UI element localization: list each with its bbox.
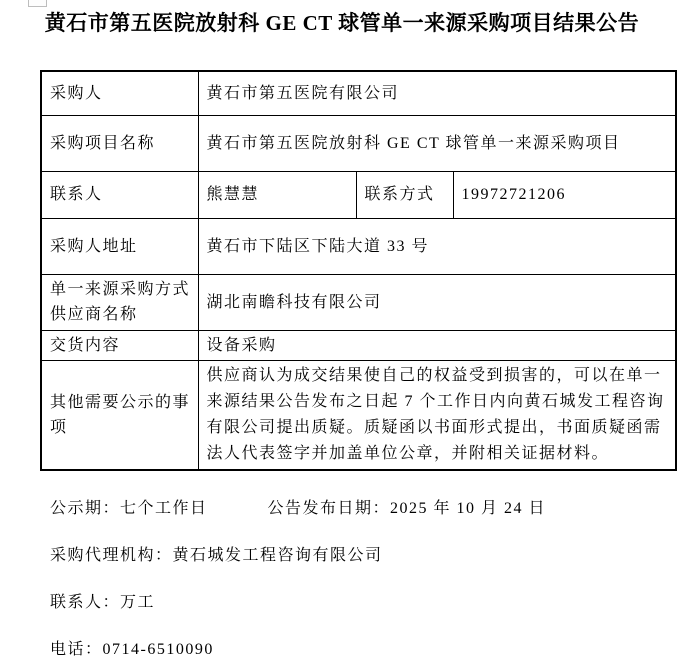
agency-label: 采购代理机构：	[50, 546, 173, 564]
row-label-contact-method: 联系方式	[356, 171, 453, 218]
agency-line	[50, 546, 684, 566]
table-row-purchaser	[41, 71, 676, 115]
announce-date-value: 2025 年 10 月 24 日	[390, 499, 547, 517]
row-value-contact-name: 熊慧慧	[198, 171, 356, 218]
announce-date-label: 公告发布日期：	[267, 499, 391, 517]
footer-section	[50, 499, 684, 660]
phone-line	[50, 640, 684, 660]
table-row-supplier	[41, 274, 676, 330]
publicity-period-value: 七个工作日	[120, 499, 208, 517]
row-label: 联系人	[41, 171, 198, 218]
table-row-delivery	[41, 330, 676, 360]
table-row-project-name	[41, 115, 676, 171]
contact-label: 联系人：	[50, 593, 121, 611]
contact-value: 万工	[120, 593, 156, 611]
row-label: 采购人地址	[41, 218, 198, 274]
row-value: 黄石市第五医院有限公司	[198, 71, 676, 115]
publicity-period-label: 公示期：	[50, 499, 121, 517]
phone-value: 0714-6510090	[102, 640, 214, 658]
row-value-phone: 19972721206	[453, 171, 676, 218]
row-value: 湖北南瞻科技有限公司	[198, 274, 676, 330]
row-label: 采购项目名称	[41, 115, 198, 171]
row-label: 单一来源采购方式供应商名称	[41, 274, 198, 330]
phone-label: 电话：	[50, 640, 103, 658]
table-row-contact	[41, 171, 676, 218]
cropped-ui-artifact	[28, 0, 47, 7]
row-label: 其他需要公示的事项	[41, 360, 198, 470]
page-title: 黄石市第五医院放射科 GE CT 球管单一来源采购项目结果公告	[44, 11, 640, 35]
contact-line	[50, 593, 684, 613]
announcement-table	[40, 70, 677, 471]
row-value: 设备采购	[198, 330, 676, 360]
agency-value: 黄石城发工程咨询有限公司	[172, 546, 383, 564]
table-row-other-matters	[41, 360, 676, 470]
table-row-address	[41, 218, 676, 274]
row-label: 交货内容	[41, 330, 198, 360]
row-value: 黄石市下陆区下陆大道 33 号	[198, 218, 676, 274]
row-value: 供应商认为成交结果使自己的权益受到损害的，可以在单一来源结果公告发布之日起 7 个工作日内向黄石城发工程咨询有限公司提出质疑。质疑函以书面形式提出，书面质疑函需法人代表签字并加盖单位公章，并附相关证据材料。	[198, 360, 676, 470]
row-label: 采购人	[41, 71, 198, 115]
publicity-period-line	[50, 499, 684, 519]
row-value: 黄石市第五医院放射科 GE CT 球管单一来源采购项目	[198, 115, 676, 171]
